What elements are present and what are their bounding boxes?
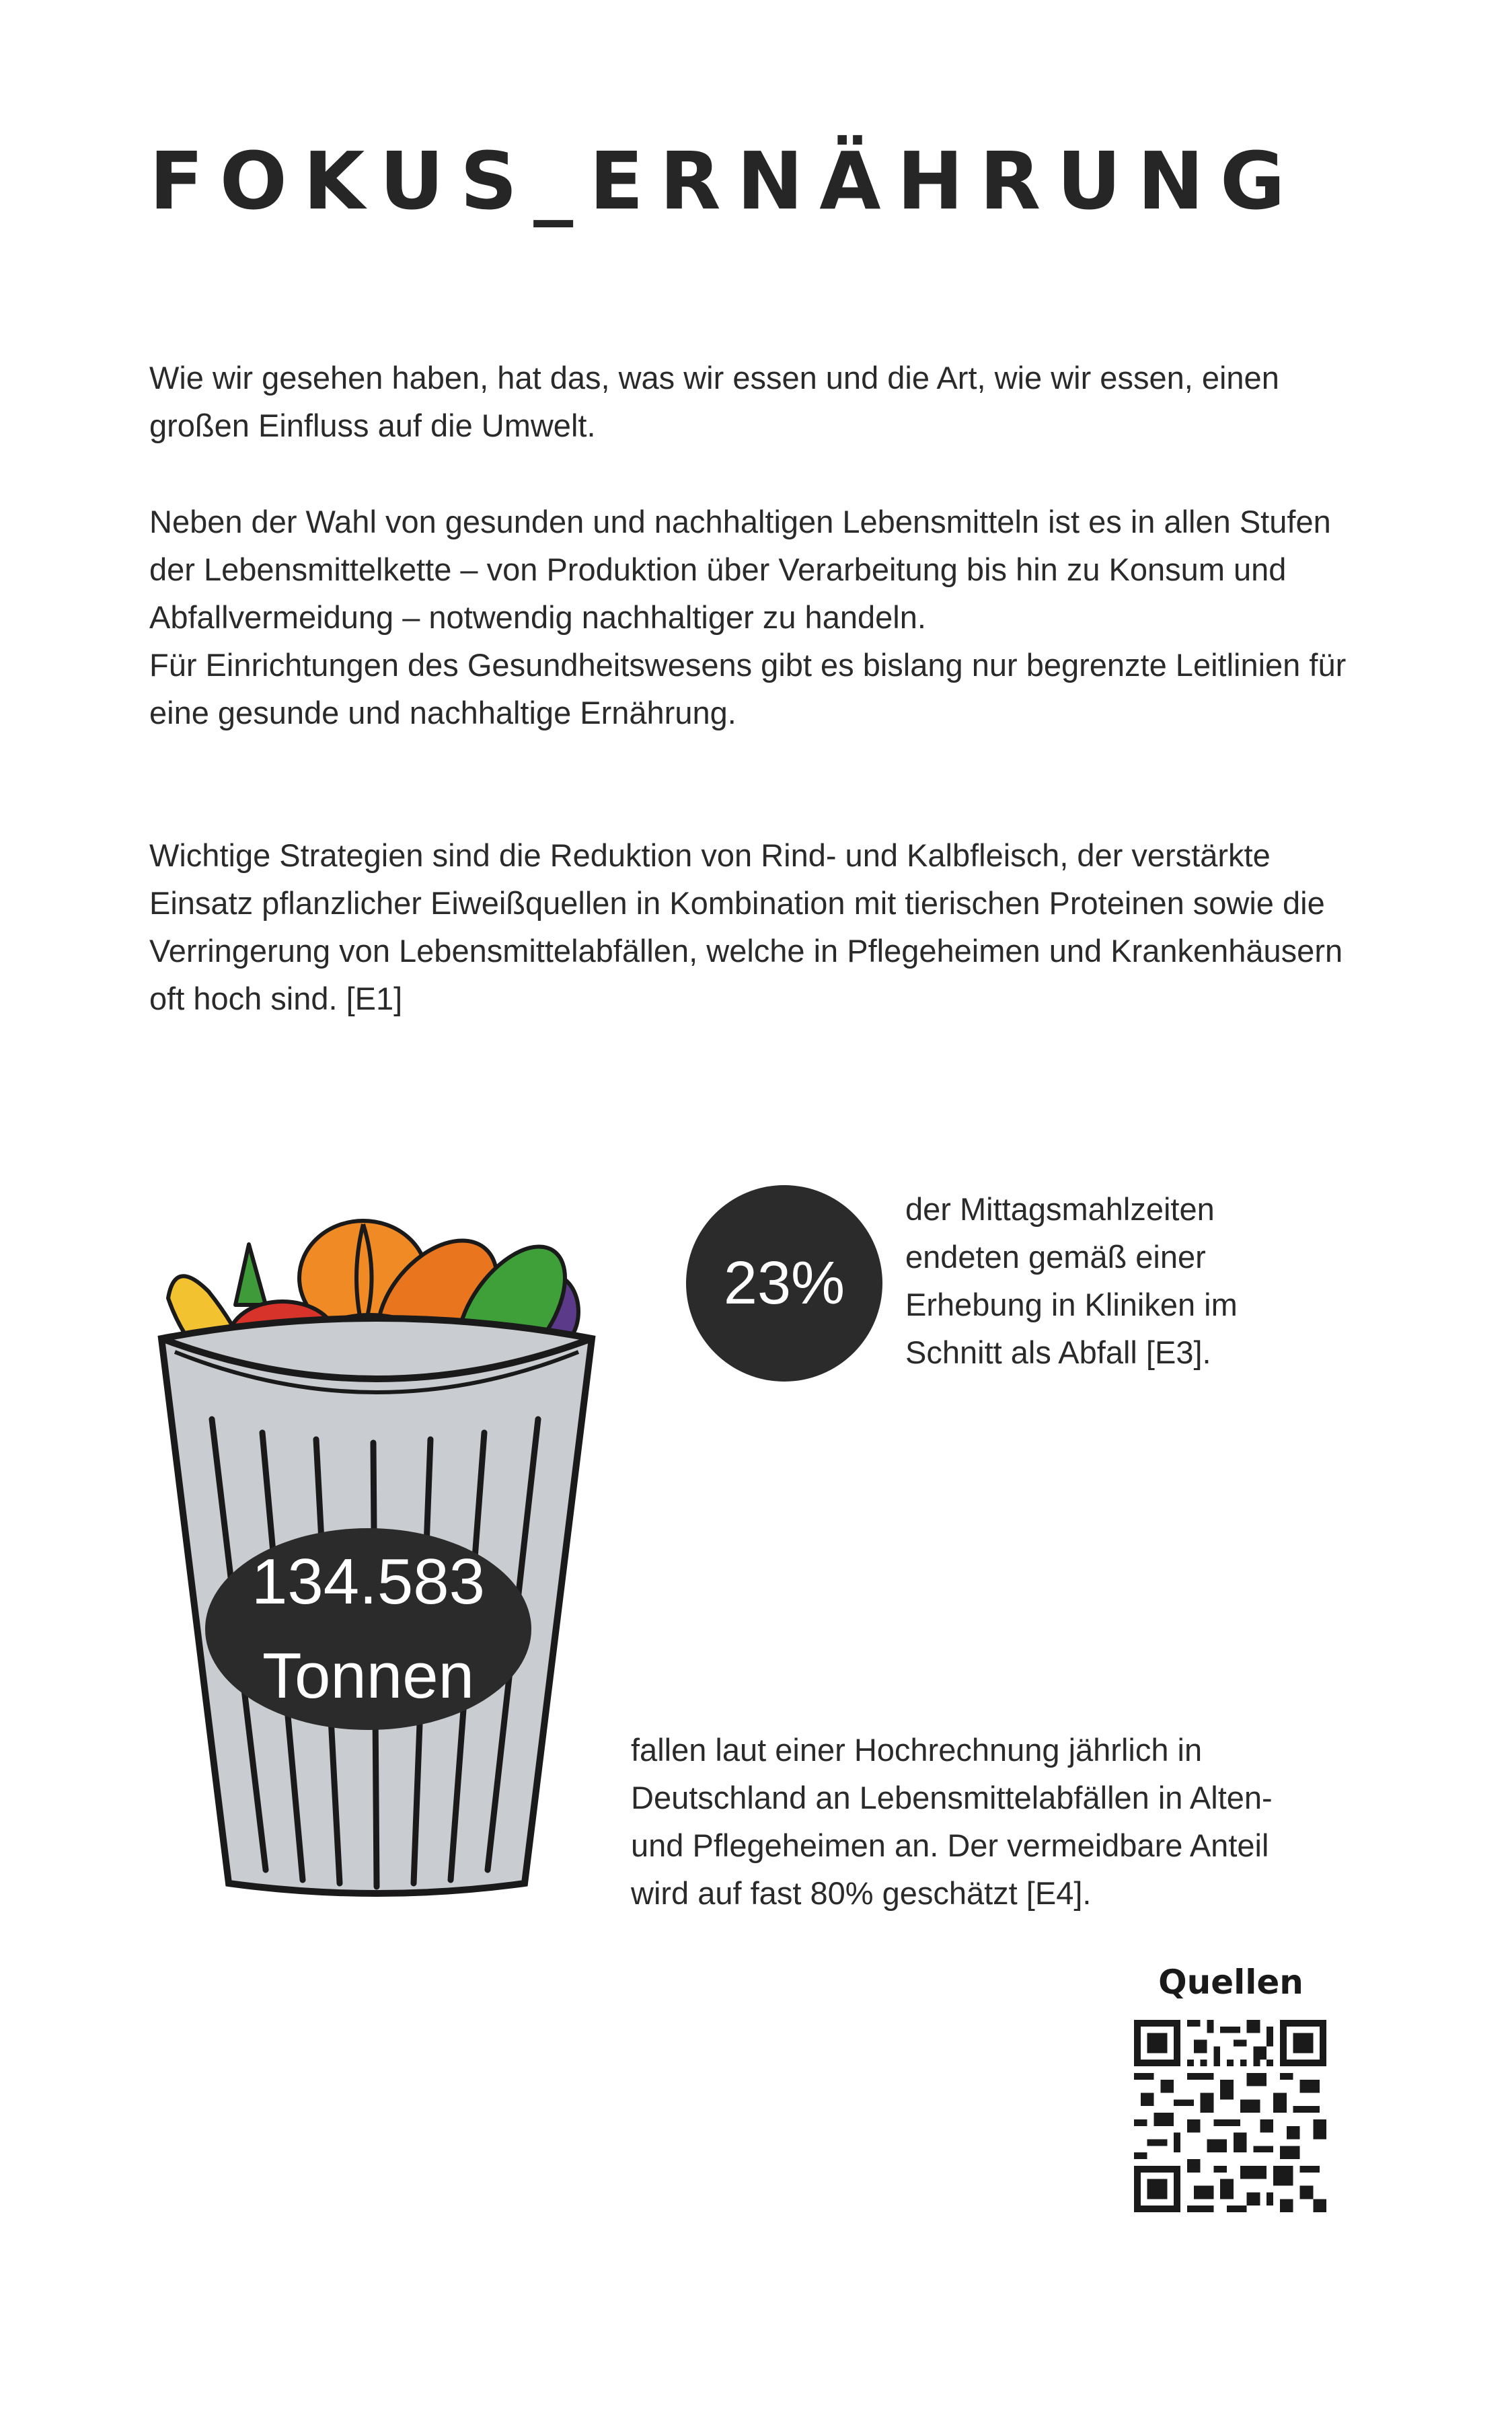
sources-qr-code[interactable] [1134, 2020, 1326, 2212]
waste-tonnage-description: fallen laut einer Hochrechnung jährlich in Deutschland an Lebensmittelabfällen in Alten- und Pflegeheimen an. Der vermeidbare Anteil wird auf fast 80% geschätzt [E4]. [631, 1732, 1273, 1911]
page-title: FOKUS_ERNÄHRUNG [149, 135, 1301, 227]
lunch-waste-value: 23% [723, 1249, 845, 1317]
intro-paragraph: Wie wir gesehen haben, hat das, was wir essen und die Art, wie wir essen, einen großen Einfluss auf die Umwelt. [149, 360, 1279, 443]
lunch-waste-percentage-badge [686, 1185, 882, 1382]
lunch-waste-description: der Mittagsmahlzeiten endeten gemäß einer Erhebung in Kliniken im Schnitt als Abfall [E3]. [905, 1191, 1238, 1370]
leaves-shape [235, 1244, 266, 1305]
waste-tonnage-badge [205, 1528, 531, 1730]
waste-tonnage-value: 134.583 [251, 1546, 485, 1618]
strategies-paragraph: Wichtige Strategien sind die Reduktion von Rind- und Kalbfleisch, der verstärkte Einsatz pflanzlicher Eiweißquellen in Kombination mit tierischen Proteinen sowie die Verringerung von Lebensmittelabfällen, welche in Pflegeheimen und Krankenhäusern oft hoch sind. [E1] [149, 837, 1343, 1016]
waste-tonnage-unit: Tonnen [262, 1640, 474, 1712]
sustainability-paragraph: Neben der Wahl von gesunden und nachhaltigen Lebensmitteln ist es in allen Stufen der Lebensmittelkette – von Produktion über Verarbeitung bis hin zu Konsum und Abfallvermeidung – notwendig nachhaltiger zu handeln. Für Einrichtungen des Gesundheitswesens gibt es bislang nur begrenzte Leitlinien für eine gesunde und nachhaltige Ernährung. [149, 504, 1347, 730]
sources-label: Quellen [1158, 1963, 1303, 2002]
